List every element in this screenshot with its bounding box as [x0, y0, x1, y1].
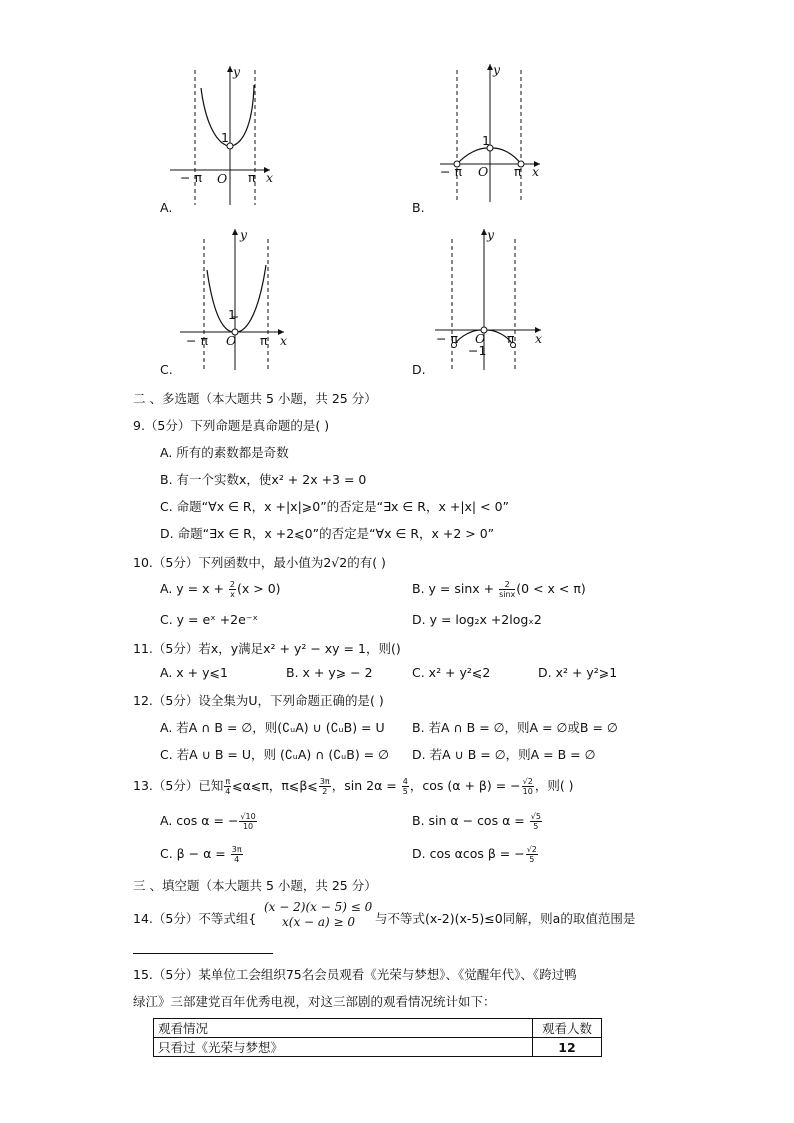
q13-stem-d: ，cos (α + β) = − — [409, 778, 521, 793]
q13-frac-3 — [402, 777, 409, 796]
section-3-heading: 三 、填空题（本大题共 5 小题，共 25 分） — [133, 878, 377, 893]
section-2-heading: 二 、多选题（本大题共 5 小题，共 25 分） — [133, 391, 377, 406]
q13-a-num: √10 — [240, 812, 256, 821]
q13-stem — [133, 776, 574, 796]
q13-f1-den: 4 — [225, 787, 231, 796]
q10-a-post: (x > 0) — [237, 581, 281, 596]
q11-option-b: B. x + y⩾ − 2 — [286, 665, 373, 680]
q12-option-d: D. 若A ∪ B = ∅，则A = B = ∅ — [412, 747, 596, 762]
table-cell: 12 — [533, 1038, 602, 1057]
q10-a-den: x — [230, 590, 235, 599]
graph-d-neg-pi-label: − π — [436, 331, 458, 346]
q10-option-a — [160, 580, 281, 599]
q13-d-pre: D. cos αcos β = − — [412, 846, 525, 861]
q14-pre: 14.（5分）不等式组{ — [133, 911, 257, 926]
q10-b-post: (0 < x < π) — [516, 581, 586, 596]
graph-d-plot — [435, 225, 545, 375]
table-header-cell: 观看人数 — [533, 1019, 602, 1038]
graph-c-option: C. — [160, 362, 173, 377]
q13-c-frac — [231, 845, 243, 864]
q13-f4-num: √2 — [522, 777, 533, 786]
q10-stem: 10.（5分）下列函数中，最小值为2√2的有( ) — [133, 555, 386, 570]
graph-b-pi-label: π — [514, 164, 522, 179]
graph-a-one-label: 1 — [221, 130, 229, 145]
graph-a-x-label: x — [266, 170, 274, 185]
graph-a-option: A. — [160, 200, 173, 215]
q11-stem: 11.（5分）若x，y满足x² + y² − xy = 1，则() — [133, 641, 401, 656]
q13-c-den: 4 — [234, 855, 240, 864]
q13-frac-1 — [224, 777, 231, 796]
q13-d-frac — [526, 845, 538, 864]
q10-a-num: 2 — [229, 580, 236, 589]
graph-c-y-label: y — [240, 227, 248, 242]
graph-a-y-label: y — [233, 64, 241, 79]
q13-stem-b: ⩽α⩽π，π⩽β⩽ — [232, 778, 318, 793]
q13-a-frac — [239, 812, 256, 831]
q13-f3-num: 4 — [402, 777, 408, 786]
q9-option-b: B. 有一个实数x，使x² + 2x +3 = 0 — [160, 472, 367, 487]
graph-a — [170, 60, 280, 210]
q13-frac-4 — [522, 777, 534, 796]
graph-d-y-label: y — [487, 227, 495, 242]
q14-post: 与不等式(x-2)(x-5)≤0同解，则a的取值范围是 — [375, 911, 636, 926]
graph-b-x-label: x — [532, 164, 540, 179]
q10-a-pre: A. y = x + — [160, 581, 228, 596]
q9-stem: 9.（5分）下列命题是真命题的是( ) — [133, 418, 330, 433]
table-cell: 只看过《光荣与梦想》 — [154, 1038, 533, 1057]
q13-b-den: 5 — [533, 822, 539, 831]
q13-b-pre: B. sin α − cos α = — [412, 813, 529, 828]
graph-c-one-label: 1 — [228, 307, 236, 322]
q13-f2-den: 2 — [322, 787, 328, 796]
graph-b — [440, 60, 550, 210]
q11-option-c: C. x² + y²⩽2 — [412, 665, 491, 680]
q14-system-row2: x(x − a) ≥ 0 — [282, 915, 356, 929]
q13-option-d — [412, 845, 539, 864]
table-header-cell: 观看情况 — [154, 1019, 533, 1038]
q13-option-c — [160, 845, 244, 864]
graph-c — [180, 225, 290, 375]
q14-system-row1: (x − 2)(x − 5) ≤ 0 — [264, 900, 373, 914]
q9-option-c: C. 命题“∀x ∈ R，x +|x|⩾0”的否定是“∃x ∈ R，x +|x| < 0” — [160, 499, 509, 514]
q10-option-d: D. y = log₂x +2logₓ2 — [412, 612, 542, 627]
q14-answer-blank — [133, 953, 273, 954]
graph-c-pi-label: π — [260, 333, 268, 348]
q10-b-den: sinx — [499, 590, 516, 599]
q13-a-pre: A. cos α = − — [160, 813, 239, 828]
q10-option-c: C. y = eˣ +2e⁻ˣ — [160, 612, 258, 627]
q13-b-num: √5 — [530, 812, 541, 821]
q13-c-pre: C. β − α = — [160, 846, 230, 861]
graph-d-option: D. — [412, 362, 426, 377]
q13-f4-den: 10 — [522, 787, 533, 796]
q13-frac-2 — [319, 777, 331, 796]
table-header-row — [154, 1019, 602, 1038]
q12-option-a: A. 若A ∩ B = ∅，则(∁ᵤA) ∪ (∁ᵤB) = U — [160, 720, 385, 735]
q12-option-c: C. 若A ∪ B = U，则 (∁ᵤA) ∩ (∁ᵤB) = ∅ — [160, 747, 390, 762]
graph-b-neg-pi-label: − π — [440, 164, 462, 179]
graph-a-neg-pi-label: − π — [180, 170, 202, 185]
q13-option-b — [412, 812, 543, 831]
table-row — [154, 1038, 602, 1057]
graph-d — [435, 225, 545, 375]
graph-c-x-label: x — [280, 333, 288, 348]
q13-option-a — [160, 812, 258, 831]
graph-d-neg-one-label: −1 — [468, 343, 487, 358]
graph-a-pi-label: π — [248, 170, 256, 185]
q13-d-num: √2 — [526, 845, 537, 854]
q13-stem-e: ，则( ) — [534, 778, 574, 793]
q15-line1: 15.（5分）某单位工会组织75名会员观看《光荣与梦想》、《觉醒年代》、《跨过鸭 — [133, 967, 577, 982]
q11-option-d: D. x² + y²⩾1 — [538, 665, 618, 680]
graph-c-plot — [180, 225, 290, 375]
q13-c-num: 3π — [231, 845, 242, 854]
graph-c-origin-label: O — [226, 333, 237, 348]
q13-d-den: 5 — [529, 855, 535, 864]
q12-option-b: B. 若A ∩ B = ∅，则A = ∅或B = ∅ — [412, 720, 618, 735]
q9-option-a: A. 所有的素数都是奇数 — [160, 445, 289, 460]
graph-c-neg-pi-label: − π — [186, 333, 208, 348]
graph-d-pi-label: π — [507, 331, 515, 346]
q10-b-pre: B. y = sinx + — [412, 581, 499, 596]
q13-stem-c: ，sin 2α = — [331, 778, 401, 793]
q10-b-num: 2 — [499, 580, 515, 590]
graph-d-x-label: x — [535, 331, 543, 346]
q10-b-frac — [499, 580, 515, 599]
graph-b-y-label: y — [493, 62, 501, 77]
q13-f2-num: 3π — [319, 777, 330, 786]
q13-a-den: 10 — [242, 822, 254, 831]
q11-option-a: A. x + y⩽1 — [160, 665, 228, 680]
graph-a-origin-label: O — [217, 171, 228, 186]
graph-b-origin-label: O — [478, 164, 489, 179]
graph-b-option: B. — [412, 200, 425, 215]
graph-b-plot — [440, 60, 550, 210]
q10-a-frac — [229, 580, 236, 599]
q13-f3-den: 5 — [402, 787, 408, 796]
graph-b-one-label: 1 — [482, 133, 490, 148]
q9-option-d: D. 命题“∃x ∈ R，x +2⩽0”的否定是“∀x ∈ R，x +2 > 0” — [160, 526, 495, 541]
q13-b-frac — [530, 812, 542, 831]
q13-f1-num: π — [225, 777, 231, 786]
graph-d-origin-label: O — [475, 331, 486, 346]
q15-line2: 绿江》三部建党百年优秀电视，对这三部剧的观看情况统计如下： — [133, 994, 496, 1009]
q15-table — [153, 1018, 602, 1057]
q10-option-b — [412, 580, 586, 599]
q12-stem: 12.（5分）设全集为U，下列命题正确的是( ) — [133, 693, 384, 708]
q13-stem-a: 13.（5分）已知 — [133, 778, 224, 793]
